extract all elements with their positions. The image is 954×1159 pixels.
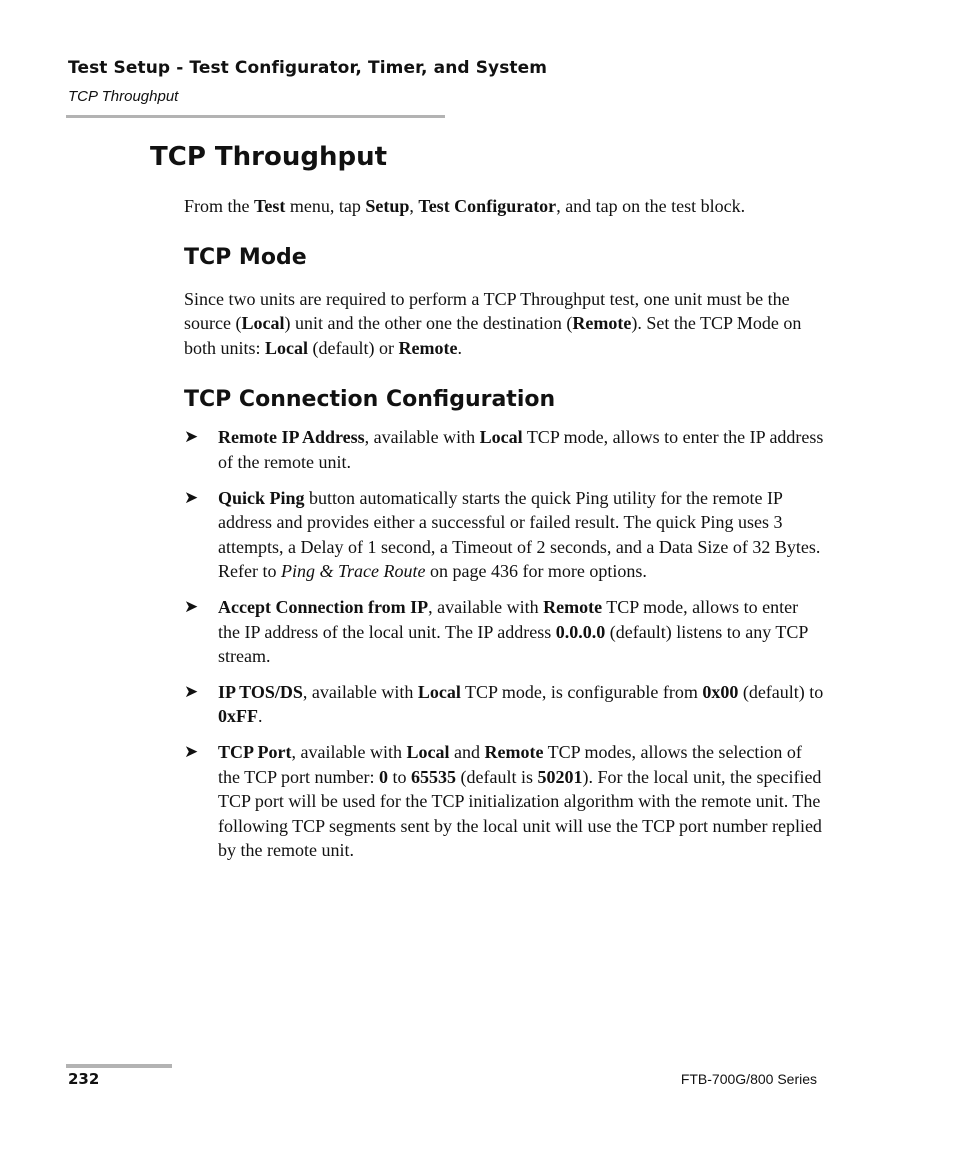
cross-reference-link[interactable]: Ping & Trace Route xyxy=(280,561,426,582)
tcp-mode-heading: TCP Mode xyxy=(184,244,307,270)
bullet-arrow-icon: ➤ xyxy=(184,681,199,702)
running-header-title: Test Setup - Test Configurator, Timer, and System xyxy=(68,58,548,78)
list-item-tcp-port: ➤ TCP Port, available with Local and Remote TCP modes, allows the selection of the TCP port number: 0 to 65535 (default is 50201). For the local unit, the specified TCP port will be used for the TCP initialization algorithm with the remote unit. The following TCP segments sent by the local unit will use the TCP port number replied by the remote unit. xyxy=(184,741,822,861)
list-item-ip-tos: ➤ IP TOS/DS, available with Local TCP mode, is configurable from 0x00 (default) to 0xFF. xyxy=(184,681,824,727)
tcp-connection-heading: TCP Connection Configuration xyxy=(184,387,556,413)
header-divider xyxy=(66,115,445,118)
running-header-subtitle: TCP Throughput xyxy=(68,88,179,105)
bullet-arrow-icon: ➤ xyxy=(184,741,199,762)
page-title: TCP Throughput xyxy=(150,142,388,172)
bullet-arrow-icon: ➤ xyxy=(184,487,199,508)
bullet-arrow-icon: ➤ xyxy=(184,427,199,448)
bullet-arrow-icon: ➤ xyxy=(184,596,199,617)
footer-divider xyxy=(66,1064,172,1068)
page-content xyxy=(184,194,824,874)
list-item-accept-connection: ➤ Accept Connection from IP, available with Remote TCP mode, allows to enter the IP address of the local unit. The IP address 0.0.0.0 (default) listens to any TCP stream. xyxy=(184,596,808,667)
product-series: FTB-700G/800 Series xyxy=(680,1071,817,1087)
connection-options-list xyxy=(184,425,824,863)
page-number: 232 xyxy=(68,1070,100,1088)
intro-paragraph: From the Test menu, tap Setup, Test Configurator, and tap on the test block. xyxy=(184,196,746,216)
list-item-remote-ip: ➤ Remote IP Address, available with Local TCP mode, allows to enter the IP address of the remote unit. xyxy=(184,427,824,472)
tcp-mode-paragraph: Since two units are required to perform a TCP Throughput test, one unit must be the source (Local) unit and the other one the destination (Remote). Set the TCP Mode on both units: Local (default) or Remote. xyxy=(184,288,802,358)
list-item-quick-ping: ➤ Quick Ping button automatically starts the quick Ping utility for the remote IP address and provides either a successful or failed result. The quick Ping uses 3 attempts, a Delay of 1 second, a Timeout of 2 seconds, and a Data Size of 32 Bytes. Refer to Ping & Trace Route on page 436 for more options. xyxy=(184,487,821,582)
